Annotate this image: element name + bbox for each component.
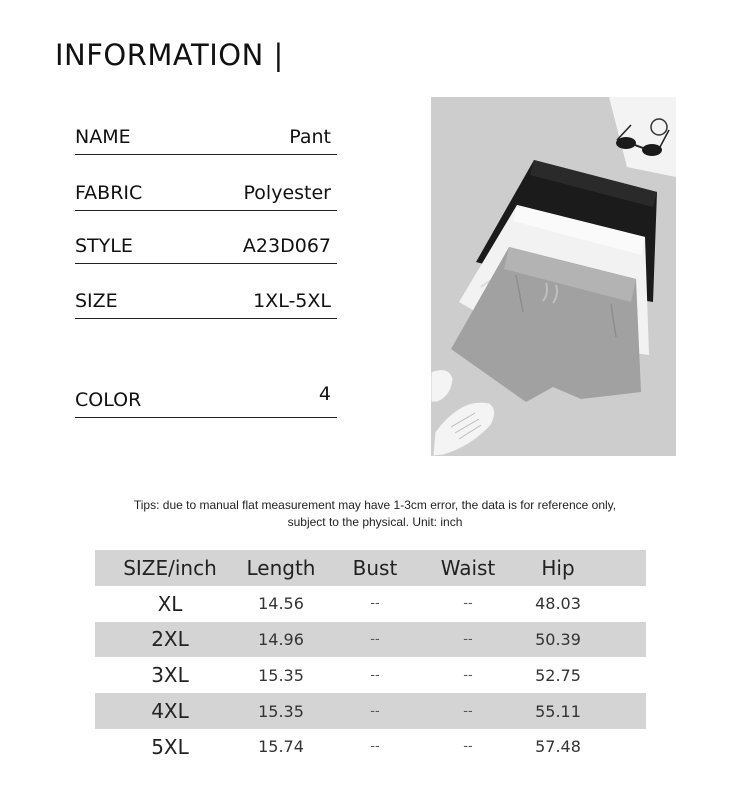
info-value: Polyester [243, 182, 331, 204]
hip-cell: 50.39 [535, 629, 581, 649]
size-cell: 4XL [151, 699, 189, 724]
bust-cell: -- [370, 596, 380, 612]
length-cell: 15.35 [258, 665, 304, 685]
bust-cell: -- [370, 631, 380, 647]
info-label: SIZE [75, 290, 118, 312]
shorts-illustration [431, 97, 676, 456]
measurement-tips [95, 497, 655, 531]
info-value: Pant [289, 126, 331, 148]
column-header: Length [246, 555, 316, 580]
waist-cell: -- [463, 739, 473, 755]
bust-cell: -- [370, 703, 380, 719]
info-label: COLOR [75, 389, 142, 411]
bust-cell: -- [370, 739, 380, 755]
table-row [95, 729, 646, 765]
waist-cell: -- [463, 703, 473, 719]
waist-cell: -- [463, 631, 473, 647]
size-cell: 3XL [151, 663, 189, 688]
info-label: FABRIC [75, 182, 143, 204]
info-value: A23D067 [242, 235, 331, 257]
waist-cell: -- [463, 667, 473, 683]
info-row-fabric [75, 182, 337, 211]
table-row [95, 693, 646, 729]
size-cell: 5XL [151, 734, 189, 759]
tips-line: Tips: due to manual flat measurement may have 1-3cm error, the data is for reference only, [133, 498, 617, 512]
info-value: 1XL-5XL [253, 290, 331, 312]
hip-cell: 52.75 [535, 665, 581, 685]
hip-cell: 57.48 [535, 737, 581, 757]
size-cell: XL [157, 591, 183, 616]
length-cell: 14.56 [258, 594, 304, 614]
column-header: Waist [440, 555, 496, 580]
page-title: INFORMATION | [55, 38, 284, 72]
length-cell: 15.74 [258, 737, 304, 757]
hip-cell: 55.11 [535, 701, 581, 721]
hip-cell: 48.03 [535, 594, 581, 614]
table-row [95, 657, 646, 693]
info-row-size [75, 290, 337, 319]
info-row-name [75, 126, 337, 155]
info-value: 4 [318, 383, 331, 405]
table-header-row [95, 550, 646, 586]
length-cell: 15.35 [258, 701, 304, 721]
info-row-color [75, 383, 337, 418]
product-photo [431, 97, 676, 456]
size-table [95, 550, 646, 765]
table-row [95, 586, 646, 622]
column-header: SIZE/inch [123, 555, 217, 580]
waist-cell: -- [463, 596, 473, 612]
info-label: STYLE [75, 235, 133, 257]
column-header: Hip [541, 555, 575, 580]
column-header: Bust [352, 555, 398, 580]
info-row-style [75, 235, 337, 264]
size-cell: 2XL [151, 627, 189, 652]
tips-line: subject to the physical. Unit: inch [287, 515, 463, 529]
table-row [95, 622, 646, 658]
info-label: NAME [75, 126, 131, 148]
bust-cell: -- [370, 667, 380, 683]
length-cell: 14.96 [258, 629, 304, 649]
